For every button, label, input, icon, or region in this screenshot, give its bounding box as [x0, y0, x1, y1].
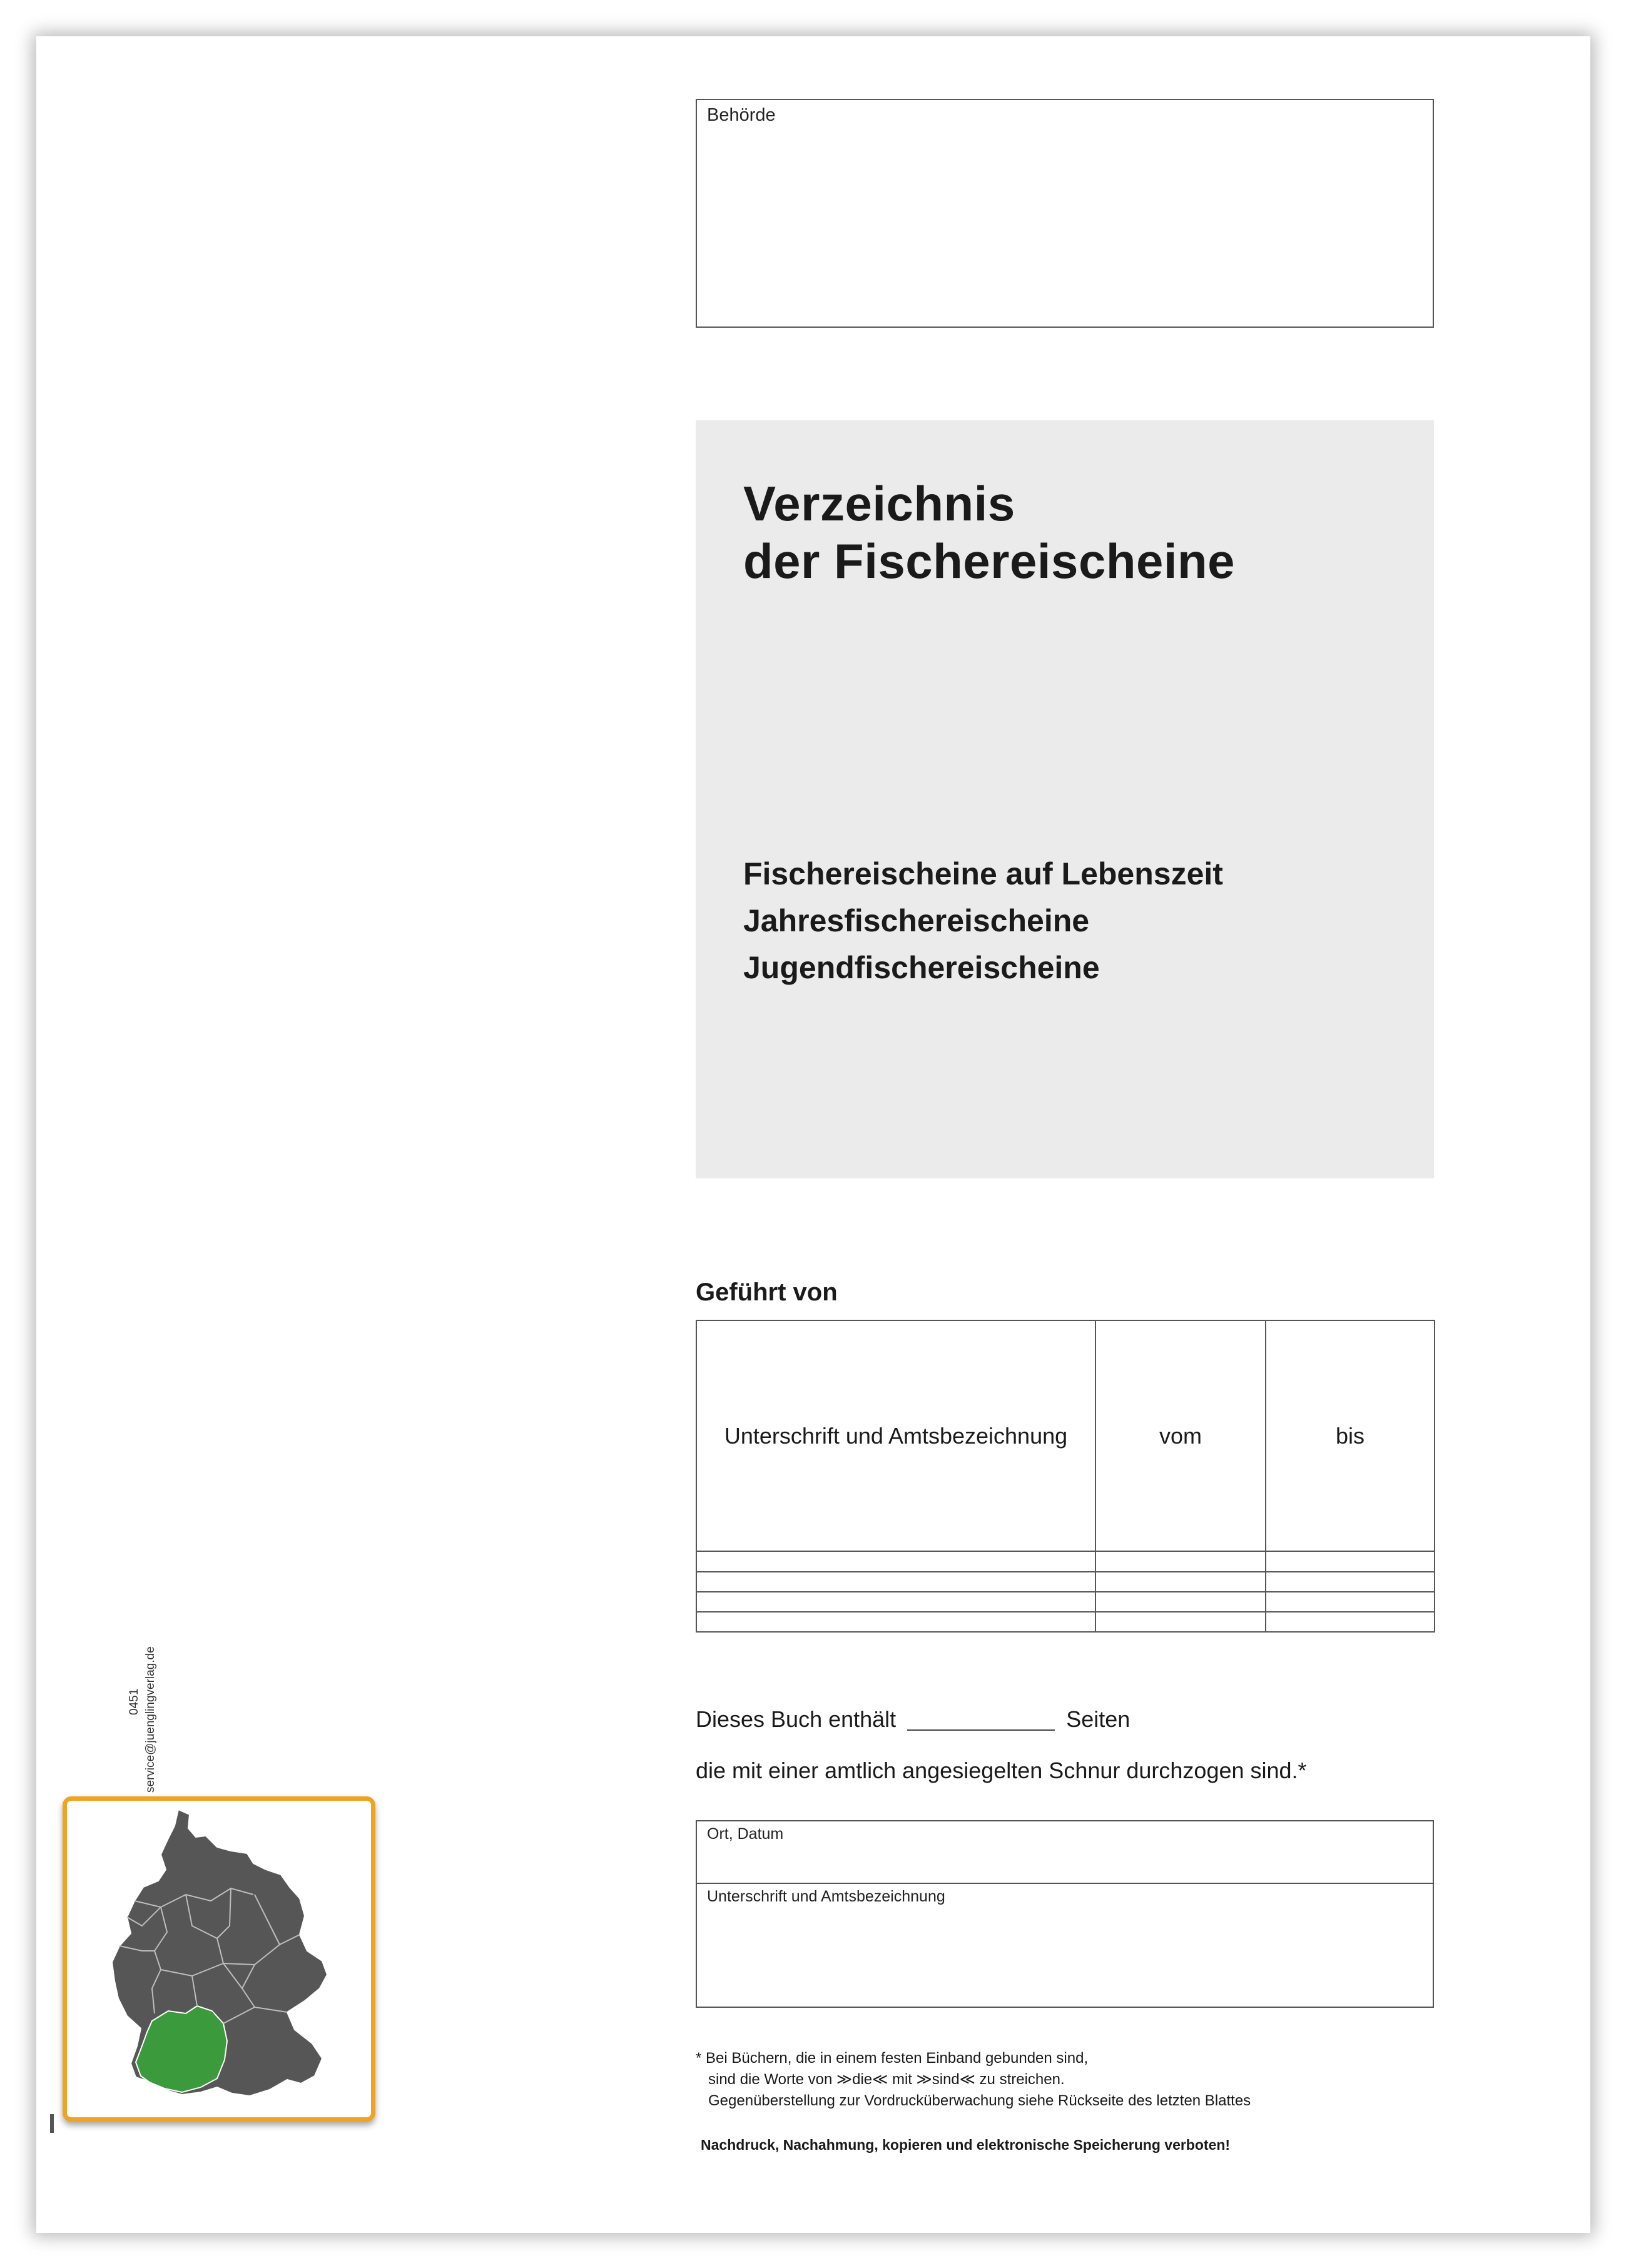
page-count-field[interactable]	[907, 1711, 1055, 1731]
table-row	[696, 1612, 1435, 1632]
subtitle-annual: Jahresfischereischeine	[743, 903, 1090, 938]
signature-cell[interactable]	[696, 1551, 1095, 1571]
table-row	[696, 1592, 1435, 1612]
authority-label: Behörde	[707, 105, 776, 125]
to-cell[interactable]	[1266, 1572, 1435, 1592]
signature-cell[interactable]	[696, 1572, 1095, 1592]
kept-by-heading: Geführt von	[696, 1278, 838, 1306]
table-header-row	[696, 1320, 1435, 1551]
table-row	[696, 1551, 1435, 1571]
side-contact: service@juenglingverlag.de	[144, 1646, 157, 1793]
from-cell[interactable]	[1095, 1592, 1266, 1612]
official-signature-label: Unterschrift und Amtsbezeichnung	[707, 1888, 945, 1905]
authority-field[interactable]	[696, 99, 1434, 328]
subtitle-youth: Jugendfischereischeine	[743, 950, 1100, 985]
from-cell[interactable]	[1095, 1551, 1266, 1571]
place-date-label: Ort, Datum	[707, 1825, 784, 1843]
page-count-prefix: Dieses Buch enthält	[696, 1706, 897, 1732]
signature-box	[696, 1820, 1434, 2008]
copyright-warning: Nachdruck, Nachahmung, kopieren und elektronische Speicherung verboten!	[701, 2137, 1231, 2153]
cord-statement: die mit einer amtlich angesiegelten Schnur durchzogen sind.*	[696, 1758, 1307, 1783]
badge-edge-mark	[50, 2114, 54, 2133]
footnote-line-3: Gegenüberstellung zur Vordrucküberwachung siehe Rückseite des letzten Blattes	[696, 2092, 1251, 2109]
footnote-line-2: sind die Worte von ≫die≪ mit ≫sind≪ zu streichen.	[696, 2071, 1065, 2088]
column-header-to: bis	[1266, 1320, 1435, 1551]
footnote-line-1: * Bei Büchern, die in einem festen Einband gebunden sind,	[696, 2050, 1089, 2067]
place-date-field[interactable]	[697, 1821, 1433, 1884]
signature-cell[interactable]	[696, 1592, 1095, 1612]
table-row	[696, 1572, 1435, 1592]
title-line-1: Verzeichnis	[743, 476, 1015, 531]
page-count-statement	[696, 1706, 1130, 1733]
kept-by-table	[696, 1320, 1435, 1633]
official-signature-field[interactable]	[697, 1884, 1433, 2007]
title-panel	[696, 420, 1434, 1178]
subtitle-lifetime: Fischereischeine auf Lebenszeit	[743, 856, 1223, 891]
from-cell[interactable]	[1095, 1612, 1266, 1632]
signature-cell[interactable]	[696, 1612, 1095, 1632]
column-header-signature: Unterschrift und Amtsbezeichnung	[696, 1320, 1095, 1551]
footnote	[696, 2048, 1251, 2112]
side-code: 0451	[128, 1688, 141, 1715]
from-cell[interactable]	[1095, 1572, 1266, 1592]
page-count-suffix: Seiten	[1066, 1706, 1131, 1732]
title-line-2: der Fischereischeine	[743, 534, 1236, 589]
germany-map-badge	[63, 1796, 375, 2122]
column-header-from: vom	[1095, 1320, 1266, 1551]
to-cell[interactable]	[1266, 1592, 1435, 1612]
to-cell[interactable]	[1266, 1551, 1435, 1571]
to-cell[interactable]	[1266, 1612, 1435, 1632]
germany-map-icon	[67, 1801, 371, 2117]
